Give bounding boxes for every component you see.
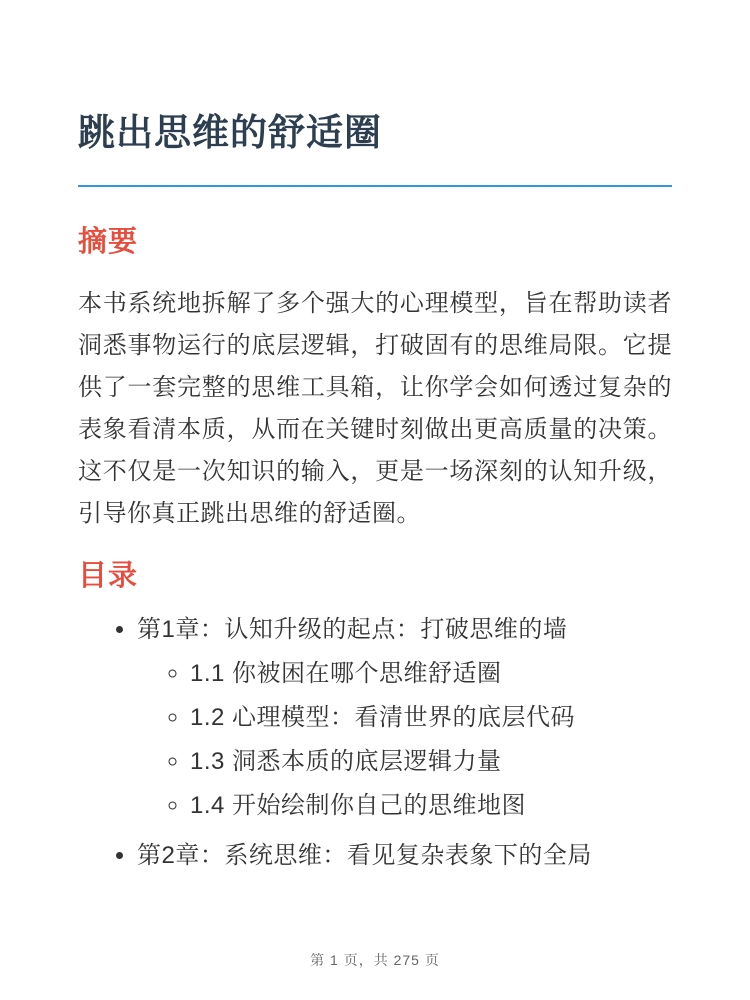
toc-section-1-1-label: 1.1 你被困在哪个思维舒适圈 bbox=[190, 659, 502, 687]
title-divider bbox=[78, 185, 672, 187]
toc-section-1-4 bbox=[190, 792, 672, 820]
toc-section-1-2-label: 1.2 心理模型：看清世界的底层代码 bbox=[190, 703, 576, 731]
toc-chapter-1-label: 第1章：认知升级的起点：打破思维的墙 bbox=[137, 615, 568, 643]
summary-paragraph: 本书系统地拆解了多个强大的心理模型，旨在帮助读者洞悉事物运行的底层逻辑，打破固有的思维局限。它提供了一套完整的思维工具箱，让你学会如何透过复杂的表象看清本质，从而在关键时刻做出更高质量的决策。这不仅是一次知识的输入，更是一场深刻的认知升级，引导你真正跳出思维的舒适圈。 bbox=[78, 290, 672, 528]
toc-section-1-3 bbox=[190, 748, 672, 776]
summary-heading: 摘要 bbox=[78, 225, 139, 258]
toc-chapter-2 bbox=[137, 842, 672, 870]
toc-section-1-3-label: 1.3 洞悉本质的底层逻辑力量 bbox=[190, 747, 502, 775]
toc-section-1-1 bbox=[190, 660, 672, 688]
toc-chapter-2-label: 第2章：系统思维：看见复杂表象下的全局 bbox=[137, 841, 592, 869]
toc-heading: 目录 bbox=[78, 560, 139, 593]
toc-chapter-1-sublist bbox=[137, 660, 672, 820]
page-number-footer: 第 1 页，共 275 页 bbox=[310, 952, 440, 968]
toc-section-1-2 bbox=[190, 704, 672, 732]
toc-list bbox=[78, 616, 672, 870]
toc-section-1-4-label: 1.4 开始绘制你自己的思维地图 bbox=[190, 791, 527, 819]
toc-chapter-1 bbox=[137, 616, 672, 820]
page-title: 跳出思维的舒适圈 bbox=[78, 112, 382, 153]
